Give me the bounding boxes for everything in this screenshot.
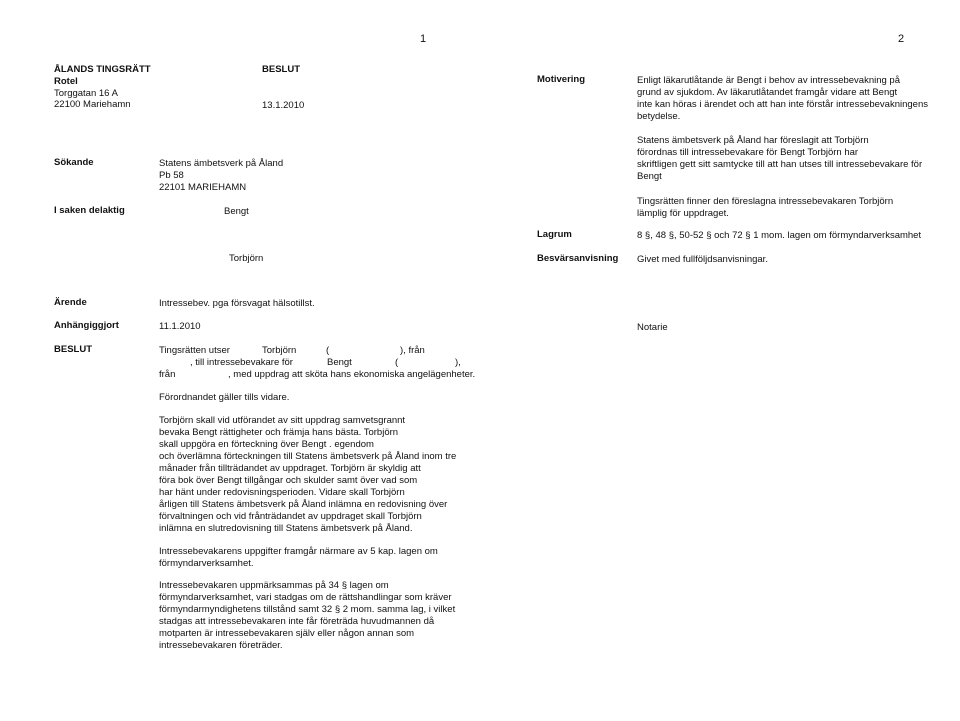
pending-value: 11.1.2010 (159, 321, 201, 332)
decision-label: BESLUT (54, 344, 92, 355)
involved-name: Bengt (224, 206, 249, 217)
motivering-label: Motivering (537, 74, 586, 85)
paragraph-line: betydelse. (637, 111, 681, 122)
page-number: 1 (420, 33, 427, 45)
paragraph-line: skall uppgöra en förteckning över Bengt . egendom (159, 439, 374, 450)
paragraph-line: förmyndarverksamhet, vari stadgas om de rättshandlingar som kräver (159, 592, 452, 603)
decision-text: , med uppdrag att sköta hans ekonomiska angelägenheter. (228, 369, 476, 380)
applicant-line: Pb 58 (159, 170, 184, 181)
paragraph-line: Statens ämbetsverk på Åland har föreslagit att Torbjörn (637, 135, 869, 146)
document-type: BESLUT (262, 64, 300, 75)
court-street: Torggatan 16 A (54, 88, 118, 99)
court-name: ÅLANDS TINGSRÄTT (54, 64, 151, 75)
paragraph-line: föra bok över Bengt tillgångar och skulder samt över vad som (159, 475, 418, 486)
page-number: 2 (898, 33, 905, 45)
decision-text: ( (395, 357, 399, 368)
decision-text: ( (326, 345, 330, 356)
paragraph-line: förmyndarmyndighetens tillstånd samt 32 § 2 mom. samma lag, i vilket (159, 604, 456, 615)
paragraph-line: Intressebevakarens uppgifter framgår närmare av 5 kap. lagen om (159, 546, 438, 557)
decision-date: 13.1.2010 (262, 100, 305, 111)
applicant-line: Statens ämbetsverk på Åland (159, 158, 284, 169)
applicant-line: 22101 MARIEHAMN (159, 182, 247, 193)
document-page-2 (480, 0, 960, 721)
other-party-name: Torbjörn (229, 253, 264, 264)
paragraph-line: Bengt (637, 171, 662, 182)
decision-validity: Förordnandet gäller tills vidare. (159, 392, 290, 403)
paragraph-line: skriftligen gett sitt samtycke till att han utses till intressebevakare för (637, 159, 923, 170)
applicant-label: Sökande (54, 157, 94, 168)
arende-label: Ärende (54, 297, 87, 308)
court-unit: Rotel (54, 76, 78, 87)
arende-value: Intressebev. pga försvagat hälsotillst. (159, 298, 315, 309)
paragraph-line: Tingsrätten finner den föreslagna intressebevakaren Torbjörn (637, 196, 894, 207)
involved-label: I saken delaktig (54, 205, 125, 216)
paragraph-line: lämplig för uppdraget. (637, 208, 729, 219)
notarie-signature-label: Notarie (637, 322, 668, 333)
decision-text: ), från (400, 345, 425, 356)
paragraph-line: förmyndarverksamhet. (159, 558, 254, 569)
paragraph-line: inte kan höras i ärendet och att han inte förstår intressebevakningens (637, 99, 928, 110)
paragraph-line: intressebevakaren företräder. (159, 640, 283, 651)
paragraph-line: grund av sjukdom. Av läkarutlåtandet framgår vidare att Bengt (637, 87, 898, 98)
paragraph-line: har hänt under redovisningsperioden. Vidare skall Torbjörn (159, 487, 405, 498)
decision-text: Torbjörn (262, 345, 297, 356)
paragraph-line: motparten är intressebevakaren själv eller någon annan som (159, 628, 415, 639)
decision-text: , till intressebevakare för (190, 357, 293, 368)
paragraph-line: stadgas att intressebevakaren inte får företräda huvudmannen då (159, 616, 435, 627)
besvar-value: Givet med fullföljdsanvisningar. (637, 254, 768, 265)
paragraph-line: årligen till Statens ämbetsverk på Åland inlämna en redovisning över (159, 499, 448, 510)
paragraph-line: Torbjörn skall vid utförandet av sitt uppdrag samvetsgrannt (159, 415, 406, 426)
pending-label: Anhängiggjort (54, 320, 119, 331)
decision-text: från (159, 369, 176, 380)
paragraph-line: bevaka Bengt rättigheter och främja hans bästa. Torbjörn (159, 427, 399, 438)
lagrum-label: Lagrum (537, 229, 572, 240)
court-postal: 22100 Mariehamn (54, 99, 131, 110)
paragraph-line: inlämna en slutredovisning till Statens ämbetsverk på Åland. (159, 523, 413, 534)
lagrum-value: 8 §, 48 §, 50-52 § och 72 § 1 mom. lagen om förmyndarverksamhet (637, 230, 922, 241)
paragraph-line: förvaltningen och vid frånträdandet av uppdraget skall Torbjörn (159, 511, 422, 522)
besvar-label: Besvärsanvisning (537, 253, 619, 264)
decision-text: ), (455, 357, 461, 368)
paragraph-line: Intressebevakaren uppmärksammas på 34 § lagen om (159, 580, 389, 591)
paragraph-line: Enligt läkarutlåtande är Bengt i behov av intressebevakning på (637, 75, 901, 86)
paragraph-line: månader från tillträdandet av uppdraget. Torbjörn är skyldig att (159, 463, 421, 474)
decision-text: Tingsrätten utser (159, 345, 230, 356)
paragraph-line: förordnas till intressebevakare för Bengt Torbjörn har (637, 147, 859, 158)
decision-text: Bengt (327, 357, 352, 368)
paragraph-line: och överlämna förteckningen till Statens ämbetsverk på Åland inom tre (159, 451, 457, 462)
